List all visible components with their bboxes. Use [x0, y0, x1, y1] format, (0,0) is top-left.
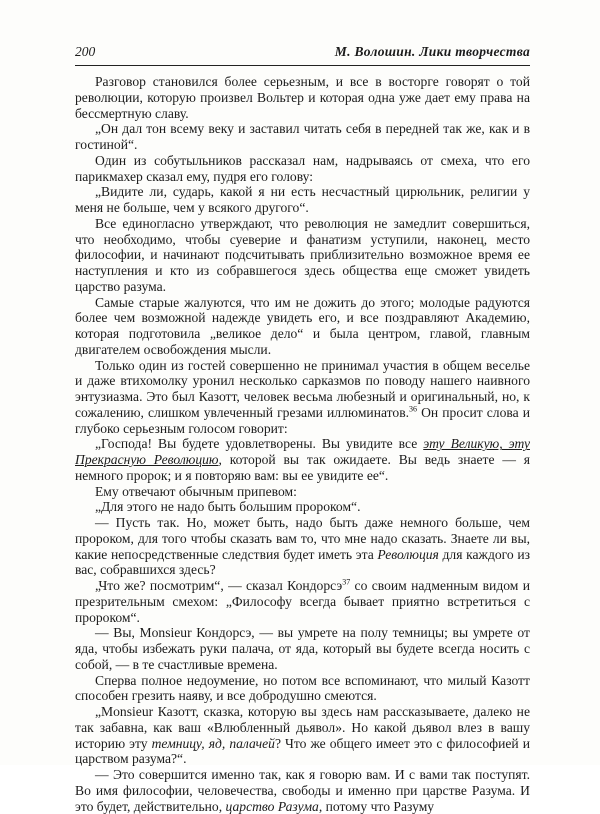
paragraph [75, 499, 530, 515]
text-run: „Господа! Вы будете удовлетворены. Вы увидите все [95, 436, 424, 452]
text-run: „Что же? посмотрим“, — сказал Кондорсэ [95, 578, 343, 593]
text-run: — Пусть так. Но, может быть, надо быть даже немного больше, чем пророком, для того чтобы сказать вам то, что мне надо сказать. Знаете ли вы, какие непосредственные следствия будет иметь эта [75, 515, 530, 562]
paragraph [75, 484, 530, 500]
text-run: , потому что Разуму [318, 798, 435, 814]
text-run: Самые старые жалуются, что им не дожить до этого; молодые радуются более чем возможной надежде увидеть его, и все поздравляют Академию, которая подготовила „великое дело“ и была центром, главой, главным двигателем освобождения мысли. [75, 294, 530, 357]
paragraph [75, 295, 530, 358]
text-run: „Для этого не надо быть большим пророком“. [95, 499, 361, 515]
text-run: Один из собутыльников рассказал нам, надрываясь от смеха, что его парикмахер сказал ему, пудря его голову: [75, 152, 530, 184]
footnote-ref: 37 [342, 577, 351, 587]
text-run: Все единогласно утверждают, что революция не замедлит совершиться, что необходимо, чтобы суеверие и фанатизм уступили, наконец, место философии, и начинают подсчитывать приблизительно возможное время ее наступления и кто из собравшегося здесь общества еще сможет увидеть царство разума. [75, 215, 530, 294]
emphasis: эту Великую, эту Прекрасную Революцию [75, 436, 530, 467]
footnote-ref: 36 [409, 404, 418, 414]
paragraph [75, 74, 530, 121]
paragraph [75, 216, 530, 295]
text-run: ? Что же общего имеет это с философией и царством разума?“. [75, 735, 530, 767]
text-run: „Он дал тон всему веку и заставил читать себя в передней так же, как и в гостиной“. [75, 121, 530, 152]
text-run: для каждого из вас, собравшихся здесь? [75, 546, 530, 578]
paragraph [75, 767, 530, 814]
text-run: Сперва полное недоумение, но потом все вспоминают, что милый Казотт способен грезить наяву, и все добродушно смеются. [75, 672, 530, 704]
text-run: — Вы, Monsieur Кондорсэ, — вы умрете на полу темницы; вы умрете от яда, чтобы избежать руки палача, от яда, который вы будете всегда носить с собой, — в те счастливые времена. [75, 625, 530, 672]
body-text [75, 74, 530, 814]
text-run: „Monsieur Казотт, сказка, которую вы здесь нам рассказываете, далеко не так забавна, как ваш «Влюбленный дьявол». Но какой дьявол влез в вашу историю эту [75, 704, 530, 751]
paragraph [75, 673, 530, 705]
paragraph [75, 121, 530, 153]
paragraph [75, 625, 530, 672]
text-run: — Это совершится именно так, как я говорю вам. И с вами так поступят. Во имя философии, человечества, свободы и именно при царстве Разума. И это будет, действительно, [75, 767, 530, 814]
text-run: , которой вы так ожидаете. Вы ведь знаете — я немного пророк; и я повторяю вам: вы ее увидите ее“. [75, 452, 530, 483]
header-rule [75, 65, 530, 66]
emphasis: царство Разума [225, 798, 319, 814]
text-run: Ему отвечают обычным припевом: [95, 483, 297, 499]
paragraph [75, 578, 530, 625]
paragraph [75, 153, 530, 185]
running-head: М. Волошин. Лики творчества [334, 44, 530, 59]
text-run: со своим надменным видом и презрительным смехом: „Философу всегда бывает приятно встретиться с пророком“. [75, 578, 531, 625]
paragraph [75, 704, 530, 767]
paragraph [75, 184, 530, 216]
emphasis: темницу, яд, палачей [151, 735, 275, 751]
text-run: Разговор становился более серьезным, и все в восторге говорят о той революции, которую произвел Вольтер и которая одна уже дает ему права на бессмертную славу. [75, 74, 530, 121]
text-run: Он просит слова и глубоко серьезным голосом говорит: [75, 404, 530, 436]
page-number: 200 [75, 44, 96, 59]
page-header [75, 44, 530, 62]
paragraph [75, 436, 530, 483]
paragraph [75, 515, 530, 578]
text-run: Только один из гостей совершенно не принимал участия в общем веселье и даже втихомолку уронил несколько сарказмов по поводу нашего наивного энтузиазма. Это был Казотт, человек весьма любезный и оригинальный, но, к сожалению, слишком увлеченный грезами иллюминатов. [75, 357, 530, 420]
emphasis: Революция [377, 546, 439, 562]
paragraph [75, 358, 530, 437]
text-run: „Видите ли, сударь, какой я ни есть несчастный цирюльник, религии у меня не больше, чем у всякого другого“. [75, 184, 530, 215]
